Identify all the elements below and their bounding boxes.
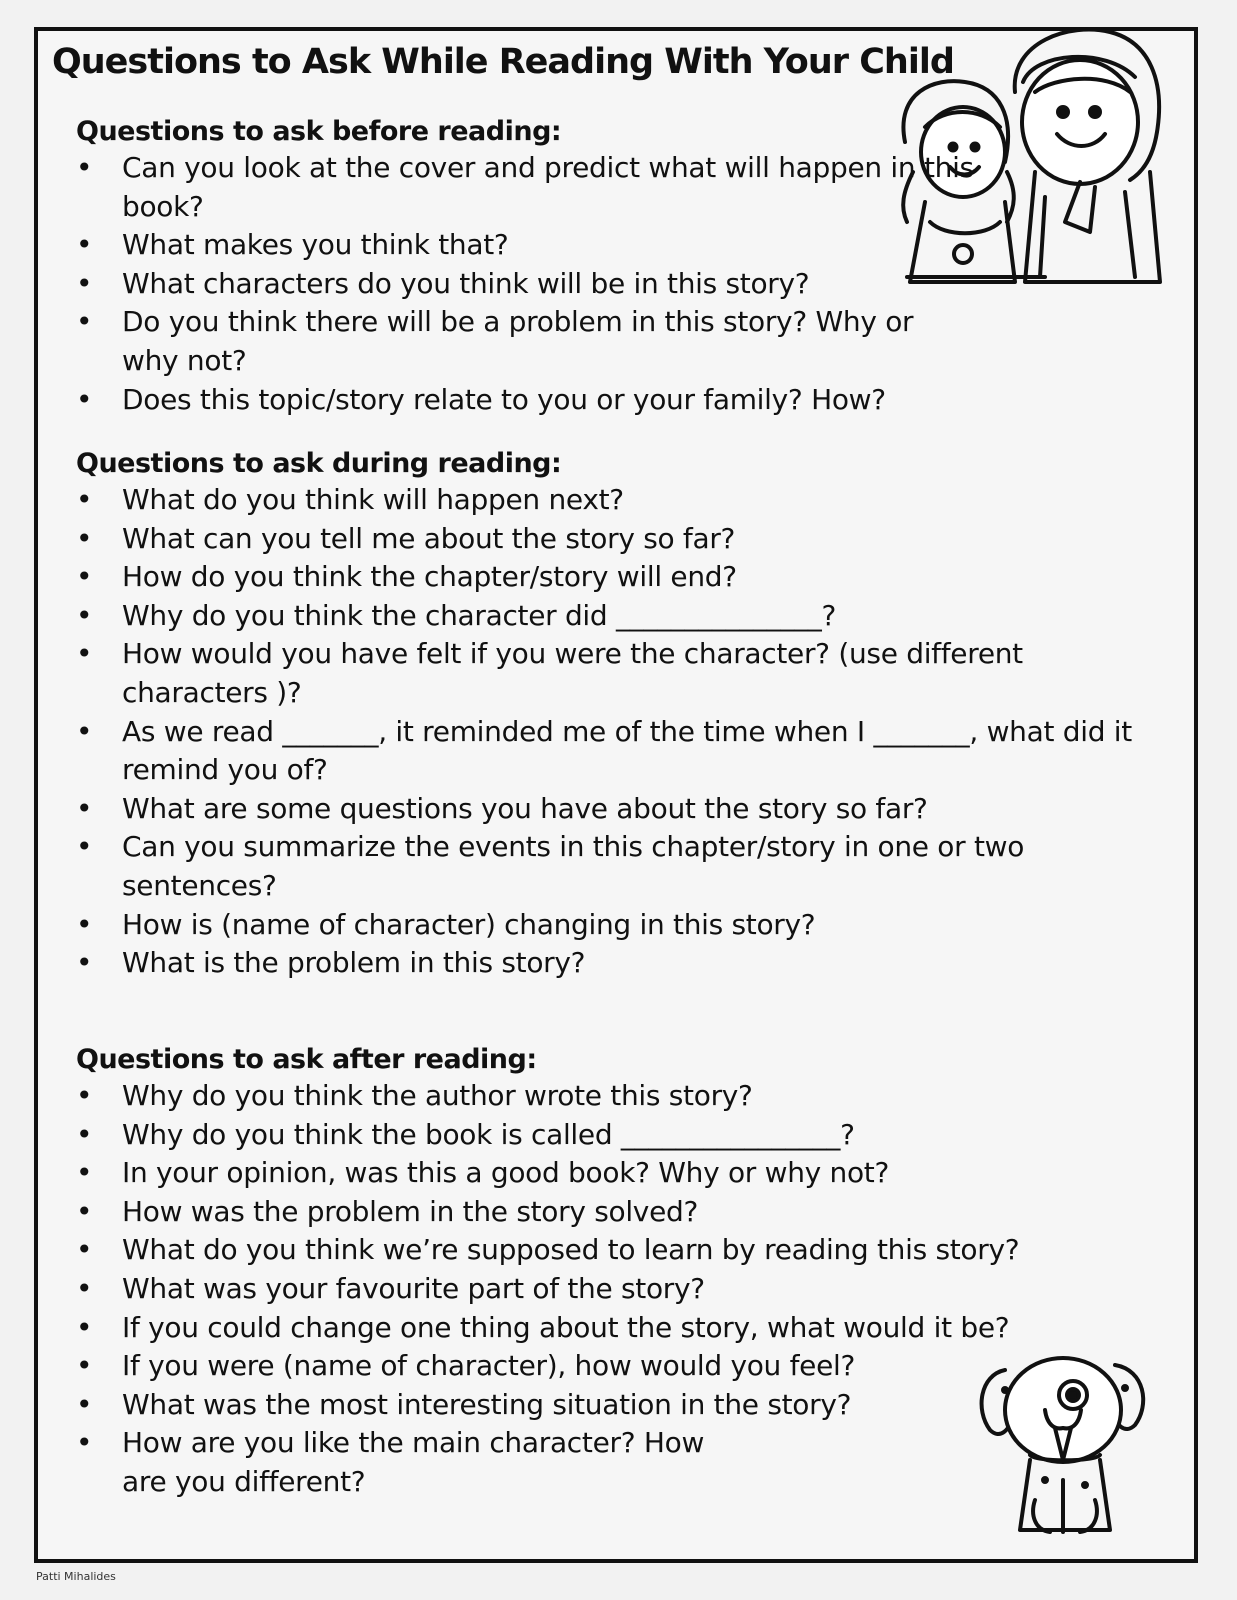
bullet: • — [76, 1117, 93, 1151]
list-item: • How do you think the chapter/story will end? — [76, 558, 1156, 597]
list-item: • If you were (name of character), how would you feel? — [76, 1347, 1156, 1386]
bullet: • — [76, 228, 93, 262]
bullet: • — [76, 1194, 93, 1228]
during-reading-heading: Questions to ask during reading: — [76, 448, 562, 479]
list-item: • How was the problem in the story solved? — [76, 1193, 1156, 1232]
bullet: • — [76, 1079, 93, 1112]
bullet: • — [76, 1310, 93, 1344]
bullet: • — [76, 382, 93, 416]
list-item: • If you could change one thing about the story, what would it be? — [76, 1309, 1156, 1348]
bullet: • — [76, 151, 93, 184]
list-item: • Do you think there will be a problem in this story? Why or why not? — [76, 305, 914, 377]
list-item: • Why do you think the book is called ________________? — [76, 1116, 1156, 1155]
bullet: • — [76, 830, 93, 864]
list-item: • Why do you think the author wrote this story? — [76, 1077, 1156, 1116]
during-reading-section — [76, 447, 1156, 983]
during-reading-list — [76, 481, 1156, 983]
bullet: • — [76, 266, 93, 300]
list-item: • Can you summarize the events in this chapter/story in one or two sentences? — [76, 830, 1025, 902]
list-item: • Can you look at the cover and predict what will happen in this book? — [76, 151, 974, 223]
before-reading-list — [76, 149, 976, 419]
bullet: • — [76, 1233, 93, 1267]
list-item: • What was the most interesting situation in the story? — [76, 1386, 1156, 1425]
bullet: • — [76, 560, 93, 594]
list-item: • As we read _______, it reminded me of the time when I _______, what did it remind you of? — [76, 714, 1132, 787]
list-item: • What can you tell me about the story so far? — [76, 520, 1156, 559]
bullet: • — [76, 598, 93, 632]
bullet: • — [76, 637, 93, 671]
list-item: • Why do you think the character did _______________? — [76, 597, 1156, 636]
bullet: • — [76, 1271, 93, 1305]
list-item: • In your opinion, was this a good book? Why or why not? — [76, 1154, 1156, 1193]
list-item: • What makes you think that? — [76, 226, 976, 265]
bullet: • — [76, 1426, 93, 1460]
bullet: • — [76, 1349, 93, 1383]
list-item: • Does this topic/story relate to you or your family? How? — [76, 381, 976, 420]
list-item: • What do you think will happen next? — [76, 481, 1156, 520]
after-reading-heading: Questions to ask after reading: — [76, 1044, 537, 1075]
list-item: • What are some questions you have about the story so far? — [76, 790, 1156, 829]
bullet: • — [76, 946, 93, 980]
list-item: • What characters do you think will be in this story? — [76, 265, 976, 304]
before-reading-heading: Questions to ask before reading: — [76, 116, 562, 147]
list-item: • What was your favourite part of the story? — [76, 1270, 1156, 1309]
bullet: • — [76, 305, 93, 339]
bullet: • — [76, 907, 93, 941]
list-item: • What do you think we’re supposed to learn by reading this story? — [76, 1231, 1156, 1270]
list-item: • What is the problem in this story? — [76, 944, 1156, 983]
bullet: • — [76, 1387, 93, 1421]
author-credit: Patti Mihalides — [36, 1570, 116, 1583]
list-item: • How is (name of character) changing in this story? — [76, 906, 1156, 945]
list-item: • How are you like the main character? How are you different? — [76, 1426, 705, 1498]
bullet: • — [76, 791, 93, 825]
bullet: • — [76, 714, 93, 748]
before-reading-section — [76, 115, 976, 419]
puppy-clipart-icon — [975, 1350, 1150, 1540]
bullet: • — [76, 483, 93, 516]
bullet: • — [76, 1156, 93, 1190]
page-title: Questions to Ask While Reading With Your Child — [52, 42, 954, 82]
bullet: • — [76, 521, 93, 555]
list-item: • How would you have felt if you were the character? (use different characters )? — [76, 637, 1023, 709]
